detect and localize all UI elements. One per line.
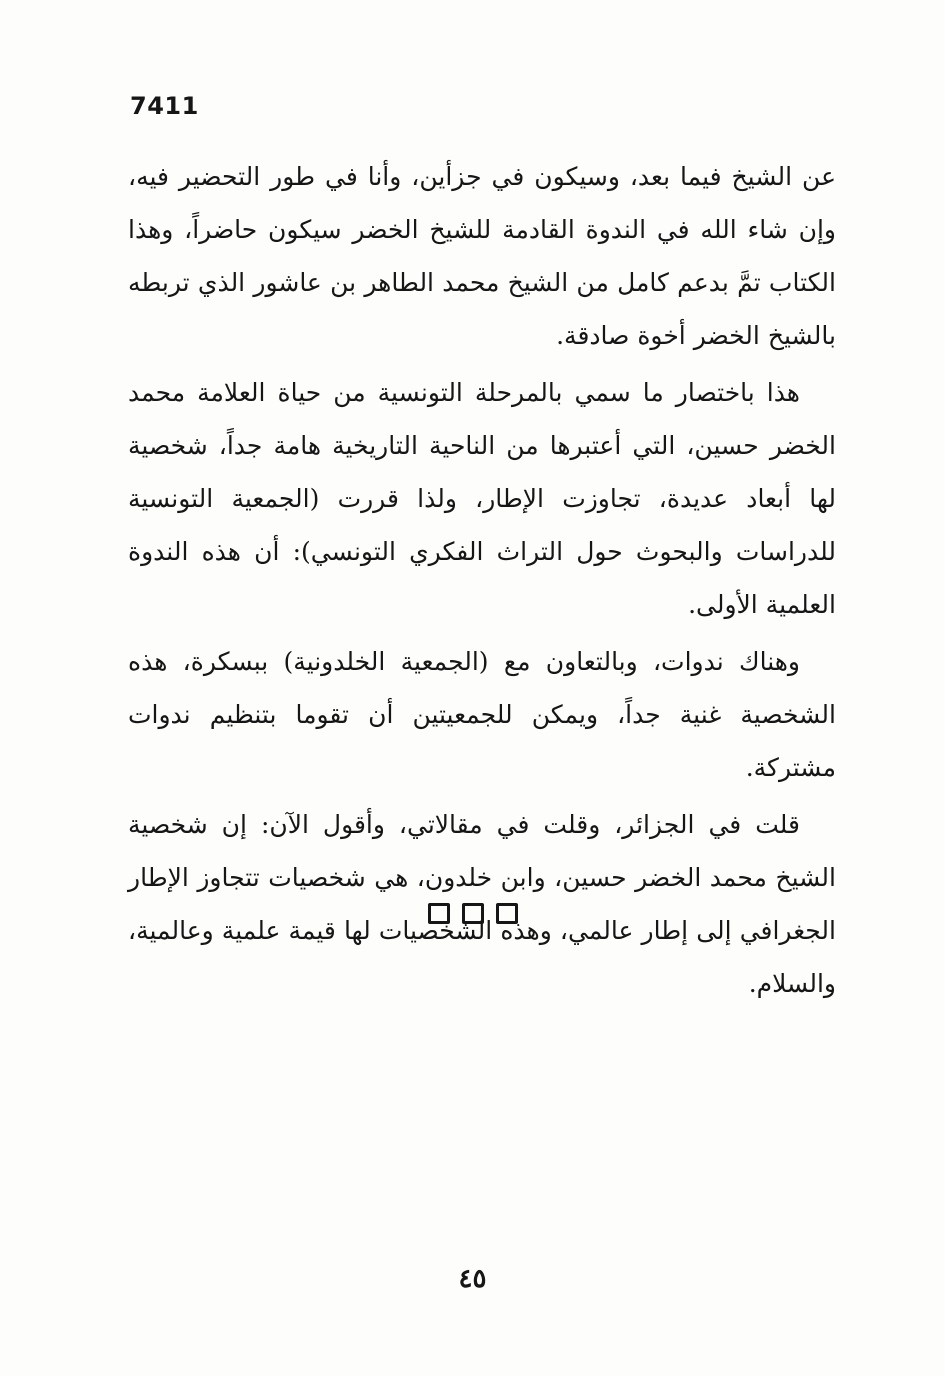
reference-number: 7411: [130, 92, 199, 120]
paragraph-1: عن الشيخ فيما بعد، وسيكون في جزأين، وأنا في طور التحضير فيه، وإن شاء الله في الندوة القادمة للشيخ الخضر سيكون حاضراً، وهذا الكتاب تمَّ بدعم كامل من الشيخ محمد الطاهر بن عاشور الذي تربطه بالشيخ الخضر أخوة صادقة.: [128, 162, 836, 350]
square-box-icon: [462, 903, 484, 924]
page-number: ٤٥: [458, 1264, 487, 1294]
square-box-icon: [428, 903, 450, 924]
square-box-icon: [496, 903, 518, 924]
paragraph-4: قلت في الجزائر، وقلت في مقالاتي، وأقول الآن: إن شخصية الشيخ محمد الخضر حسين، وابن خلدون، هي شخصيات تتجاوز الإطار الجغرافي إلى إطار عالمي، وهذه الشخصيات لها قيمة علمية وعالمية، والسلام.: [128, 810, 836, 998]
paragraph-3: وهناك ندوات، وبالتعاون مع (الجمعية الخلدونية) ببسكرة، هذه الشخصية غنية جداً، ويمكن للجمعيتين أن تقوما بتنظيم ندوات مشتركة.: [128, 647, 836, 782]
body-text: [128, 150, 836, 1014]
paragraph-2: هذا باختصار ما سمي بالمرحلة التونسية من حياة العلامة محمد الخضر حسين، التي أعتبرها من الناحية التاريخية هامة جداً، شخصية لها أبعاد عديدة، تجاوزت الإطار، ولذا قررت (الجمعية التونسية للدراسات والبحوث حول التراث الفكري التونسي): أن هذه الندوة العلمية الأولى.: [128, 378, 836, 619]
section-end-ornament: [0, 903, 945, 924]
